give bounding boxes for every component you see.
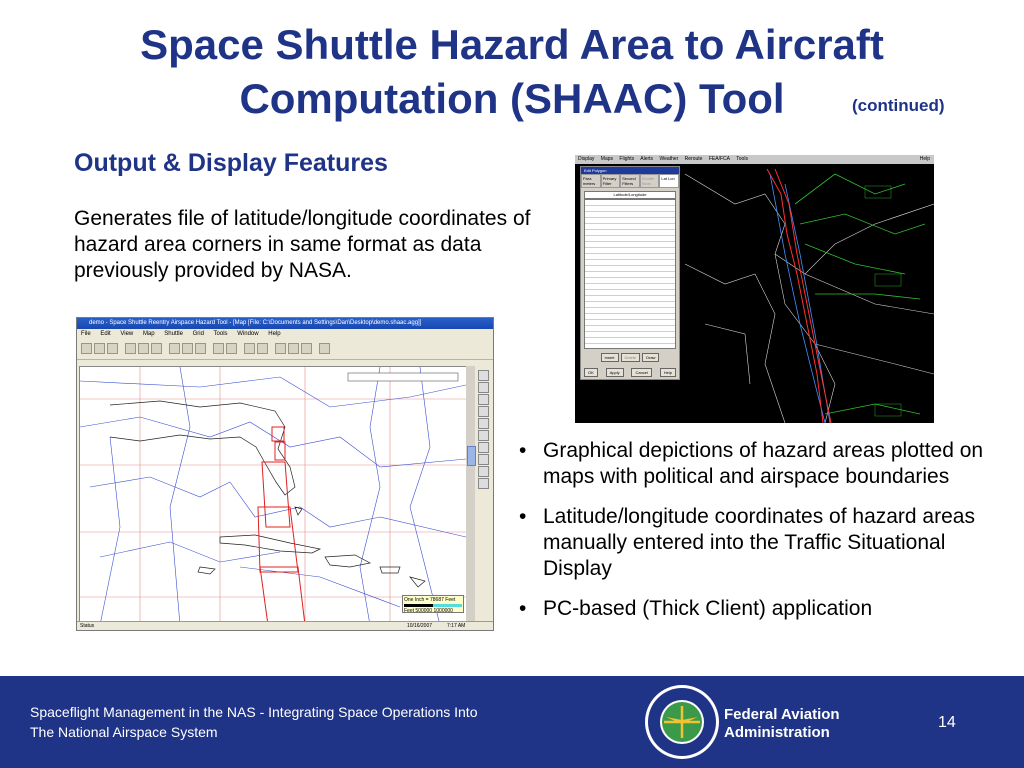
faa-seal-icon <box>644 684 720 760</box>
tab-parameters[interactable]: Para meters <box>581 174 601 188</box>
menu-item[interactable]: Edit <box>100 331 111 337</box>
section-heading: Output & Display Features <box>74 149 388 177</box>
continued-label: (continued) <box>852 96 945 115</box>
tsd-menu-item[interactable]: Flights <box>619 156 635 162</box>
tsd-menu-item[interactable]: FEA/FCA <box>708 156 730 162</box>
dialog-footer-buttons <box>584 368 676 377</box>
fill-tool-icon[interactable] <box>478 466 489 477</box>
ok-button[interactable]: OK <box>584 368 598 377</box>
lat-lon-list-header: Latitude/Longitude <box>584 191 676 199</box>
map-canvas <box>80 367 466 625</box>
tsd-boundaries <box>685 174 934 423</box>
dialog-tabs <box>581 174 679 188</box>
bullet-item <box>517 438 997 490</box>
measure-icon[interactable] <box>244 343 255 354</box>
tsd-help-menu[interactable]: Help <box>919 156 930 162</box>
tab-shuttle-stors[interactable]: Shuttle Stors <box>640 174 660 188</box>
tsd-sector-lines <box>795 174 925 414</box>
bullet-marker: • <box>519 597 527 620</box>
feature-bullet-list <box>517 438 997 636</box>
faa-name-line-1: Federal Aviation <box>724 706 840 723</box>
map-label-box <box>348 373 458 381</box>
footer-line-1: Spaceflight Management in the NAS - Integrating Space Operations Into <box>30 704 478 720</box>
draw-button[interactable]: Draw <box>642 353 659 362</box>
export-icon[interactable] <box>301 343 312 354</box>
tsd-airways <box>770 174 830 423</box>
tsd-menu-item[interactable]: Weather <box>659 156 679 162</box>
status-text: Status <box>80 623 95 629</box>
status-date: 10/16/2007 <box>407 623 433 629</box>
gear-tool-icon[interactable] <box>478 382 489 393</box>
faa-name <box>724 706 840 742</box>
dialog-title-bar: Edit Polygon <box>581 167 679 174</box>
shape-tool-icon[interactable] <box>478 454 489 465</box>
zoom-out-icon[interactable] <box>182 343 193 354</box>
hazard-areas <box>258 427 305 625</box>
lat-lon-list[interactable] <box>584 199 676 349</box>
pan-icon[interactable] <box>213 343 224 354</box>
rectangle-tool-icon[interactable] <box>478 406 489 417</box>
airspace-boundaries <box>80 367 466 625</box>
line-tool-icon[interactable] <box>478 394 489 405</box>
help-button[interactable]: Help <box>660 368 676 377</box>
app-menu-bar <box>77 329 493 339</box>
dialog-button-row <box>581 353 679 362</box>
tab-primary-filter[interactable]: Primary Filter <box>601 174 621 188</box>
erase-tool-icon[interactable] <box>478 478 489 489</box>
cancel-button[interactable]: Cancel <box>631 368 651 377</box>
new-icon[interactable] <box>81 343 92 354</box>
scale-value: 1000000 <box>433 608 453 614</box>
menu-item[interactable]: Window <box>237 331 259 337</box>
traffic-situational-display-screenshot <box>575 155 934 423</box>
bullet-item <box>517 596 997 622</box>
scrollbar-thumb[interactable] <box>467 446 476 466</box>
tsd-menu-item[interactable]: Alerts <box>640 156 654 162</box>
menu-item[interactable]: Help <box>268 331 281 337</box>
tsd-menu-item[interactable]: Reroute <box>684 156 703 162</box>
slide-footer <box>0 676 1024 768</box>
save-icon[interactable] <box>107 343 118 354</box>
menu-item[interactable]: Tools <box>213 331 228 337</box>
title-line-1: Space Shuttle Hazard Area to Aircraft <box>140 21 884 68</box>
shaac-tool-screenshot <box>76 317 494 631</box>
bullet-text: PC-based (Thick Client) application <box>543 597 873 620</box>
tsd-menu-item[interactable]: Display <box>578 156 595 162</box>
scale-unit: Feet <box>404 608 415 614</box>
tsd-menu-bar <box>575 155 934 164</box>
vertical-scrollbar[interactable] <box>466 366 475 624</box>
tab-lat-lon[interactable]: Lat Lon <box>659 174 679 188</box>
footer-caption <box>30 702 590 742</box>
layers-icon[interactable] <box>319 343 330 354</box>
scale-value: 500000 <box>415 608 433 614</box>
pointer-tool-icon[interactable] <box>478 370 489 381</box>
print-icon[interactable] <box>288 343 299 354</box>
map-icon[interactable] <box>138 343 149 354</box>
diamond-tool-icon[interactable] <box>478 442 489 453</box>
intro-paragraph: Generates file of latitude/longitude coordinates of hazard area corners in same format as data previously provided by NASA. <box>74 207 531 282</box>
drawing-tools-panel <box>476 366 490 624</box>
circle-tool-icon[interactable] <box>478 430 489 441</box>
open-icon[interactable] <box>94 343 105 354</box>
app-toolbar <box>77 339 493 360</box>
bullet-marker: • <box>519 505 527 528</box>
menu-item[interactable]: View <box>120 331 134 337</box>
status-time: 7:17 AM <box>447 623 466 629</box>
tsd-menu-item[interactable]: Tools <box>736 156 748 162</box>
page-number: 14 <box>938 714 956 731</box>
tsd-sector-labels <box>865 186 901 416</box>
delete-icon[interactable] <box>275 343 286 354</box>
lat-lon-grid <box>80 367 466 625</box>
apply-button[interactable]: Apply <box>606 368 624 377</box>
scale-label: One Inch = 78687 Feet <box>404 597 456 603</box>
faa-name-line-2: Administration <box>724 724 830 741</box>
bullet-marker: • <box>519 439 527 462</box>
delete-button[interactable]: Delete <box>621 353 641 362</box>
menu-item[interactable]: Shuttle <box>164 331 183 337</box>
window-title-bar: demo - Space Shuttle Reentry Airspace Hazard Tool - [Map [File: C:\Documents and Settings\Dan\Desktop\demo.shaac.agg]] <box>77 318 493 329</box>
ruler-icon[interactable] <box>257 343 268 354</box>
tsd-menu-item[interactable]: Maps <box>600 156 614 162</box>
title-line-2: Computation (SHAAC) Tool <box>239 75 785 122</box>
bullet-text: Graphical depictions of hazard areas plotted on maps with political and airspace boundaries <box>543 439 984 488</box>
polygon-tool-icon[interactable] <box>478 418 489 429</box>
insert-button[interactable]: Insert <box>601 353 619 362</box>
coastlines <box>110 401 425 587</box>
shuttle-icon[interactable] <box>125 343 136 354</box>
footer-line-2: The National Airspace System <box>30 724 218 740</box>
zoom-in-icon[interactable] <box>169 343 180 354</box>
menu-item[interactable]: Map <box>142 331 155 337</box>
menu-item[interactable]: Grid <box>192 331 204 337</box>
bullet-item <box>517 504 997 582</box>
info-icon[interactable] <box>195 343 206 354</box>
edit-polygon-dialog <box>580 166 680 380</box>
map-view[interactable] <box>79 366 467 626</box>
menu-item[interactable]: File <box>81 331 91 337</box>
scale-bar <box>402 595 464 613</box>
select-icon[interactable] <box>226 343 237 354</box>
grid-icon[interactable] <box>151 343 162 354</box>
bullet-text: Latitude/longitude coordinates of hazard areas manually entered into the Traffic Situational Display <box>543 505 975 580</box>
tab-second-filters[interactable]: Second Filters <box>620 174 640 188</box>
status-bar <box>77 621 493 630</box>
